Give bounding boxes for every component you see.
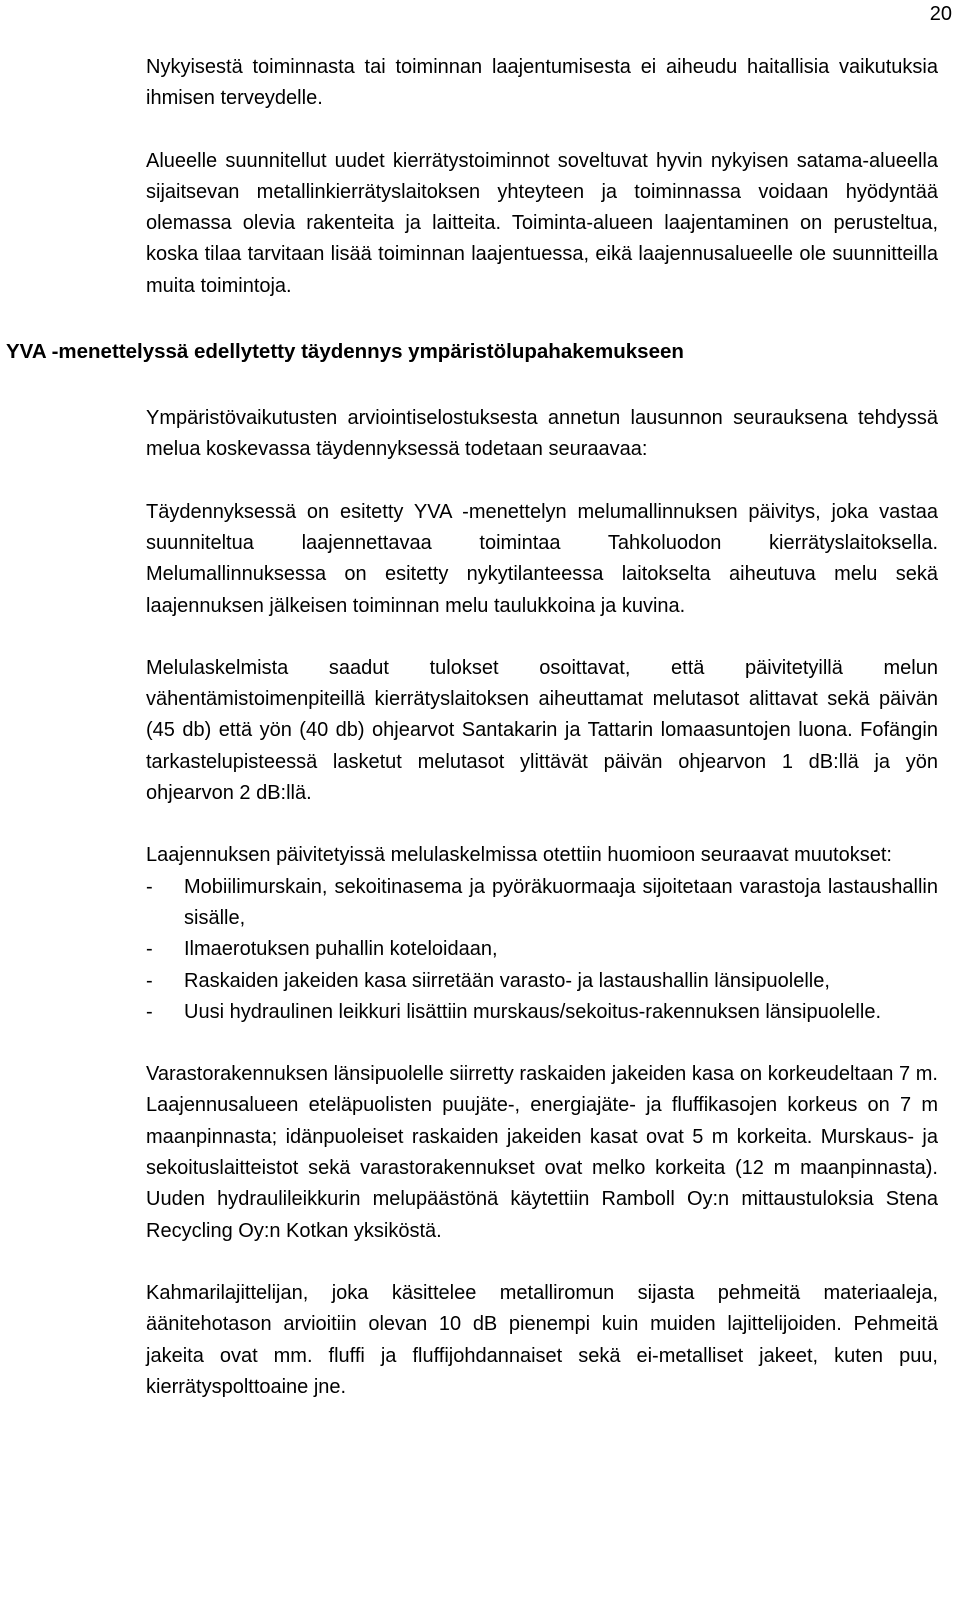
changes-list <box>146 872 938 1028</box>
list-item <box>146 966 938 997</box>
list-item <box>146 872 938 935</box>
paragraph-heap-heights: Varastorakennuksen länsipuolelle siirretty raskaiden jakeiden kasa on korkeudeltaan 7 m. Laajennusalueen eteläpuolisten puujäte-, energiajäte- ja fluffikasojen korkeus on 7 m maanpinnasta; idänpuoleiset raskaiden jakeiden kasat ovat 5 m korkeita. Murskaus- ja sekoituslaitteistot sekä varastorakennukset ovat melko korkeita (12 m maanpinnasta). Uuden hydraulileikkurin melupäästönä käytettiin Ramboll Oy:n mittaustuloksia Stena Recycling Oy:n Kotkan yksiköstä. <box>146 1063 938 1242</box>
paragraph-noise-model-update: Täydennyksessä on esitetty YVA -menettelyn melumallinnuksen päivitys, joka vastaa suunniteltua laajennettavaa toimintaa Tahkoluodon kierrätyslaitoksella. Melumallinnuksessa on esitetty nykytilanteessa laitokselta aiheutuva melu sekä laajennuksen jälkeisen toiminnan melu taulukkoina ja kuvina. <box>146 500 938 617</box>
list-marker: - <box>146 969 153 992</box>
paragraph-suitability: Alueelle suunnitellut uudet kierrätystoiminnot soveltuvat hyvin nykyisen satama-alueella sijaitsevan metallinkierrätyslaitoksen yhteyteen ja toiminnassa voidaan hyödyntää olemassa olevia rakenteita ja laitteita. Toiminta-alueen laajentaminen on perusteltua, koska tilaa tarvitaan lisää toiminnan laajentuessa, eikä laajennusalueelle ole suunnitteilla muita toimintoja. <box>146 149 938 297</box>
document-body <box>146 52 938 1403</box>
list-marker: - <box>146 875 153 898</box>
list-item-text: Uusi hydraulinen leikkuri lisättiin murskaus/sekoitus-rakennuksen länsipuolelle. <box>184 1000 882 1023</box>
page-number: 20 <box>929 3 952 25</box>
list-item-text: Ilmaerotuksen puhallin koteloidaan, <box>184 938 498 961</box>
paragraph-statement-followup: Ympäristövaikutusten arviointiselostuksesta annetun lausunnon seurauksena tehdyssä melua koskevassa täydennyksessä todetaan seuraavaa: <box>146 407 938 461</box>
list-item <box>146 934 938 965</box>
section-heading: YVA -menettelyssä edellytetty täydennys ympäristölupahakemukseen <box>6 340 684 363</box>
paragraph-noise-results: Melulaskelmista saadut tulokset osoittavat, että päivitetyillä melun vähentämistoimenpiteillä kierrätyslaitoksen aiheuttamat melutasot alittavat sekä päivän (45 db) että yön (40 db) ohjearvot Santakarin ja Tattarin lomaasuntojen luona. Fofängin tarkastelupisteessä lasketut melutasot ylittävät päivän ohjearvon 1 dB:llä ja yön ohjearvon 2 dB:llä. <box>146 656 938 805</box>
list-item <box>146 997 938 1028</box>
list-marker: - <box>146 1000 153 1023</box>
list-item-text: Mobiilimurskain, sekoitinasema ja pyöräkuormaaja sijoitetaan varastoja lastaushallin sisälle, <box>184 875 938 929</box>
list-marker: - <box>146 938 153 961</box>
paragraph-grab-sorter: Kahmarilajittelijan, joka käsittelee metalliromun sijasta pehmeitä materiaaleja, äänitehotason arvioitiin olevan 10 dB pienempi kuin muiden lajittelijoiden. Pehmeitä jakeita ovat mm. fluffi ja fluffijohdannaiset sekä ei-metalliset jakeet, kuten puu, kierrätyspolttoaine jne. <box>146 1281 938 1398</box>
paragraph-health-effects: Nykyisestä toiminnasta tai toiminnan laajentumisesta ei aiheudu haitallisia vaikutuksia ihmisen terveydelle. <box>146 56 938 110</box>
paragraph-changes-intro: Laajennuksen päivitetyissä melulaskelmissa otettiin huomioon seuraavat muutokset: <box>146 844 892 867</box>
list-item-text: Raskaiden jakeiden kasa siirretään varasto- ja lastaushallin länsipuolelle, <box>184 969 830 992</box>
